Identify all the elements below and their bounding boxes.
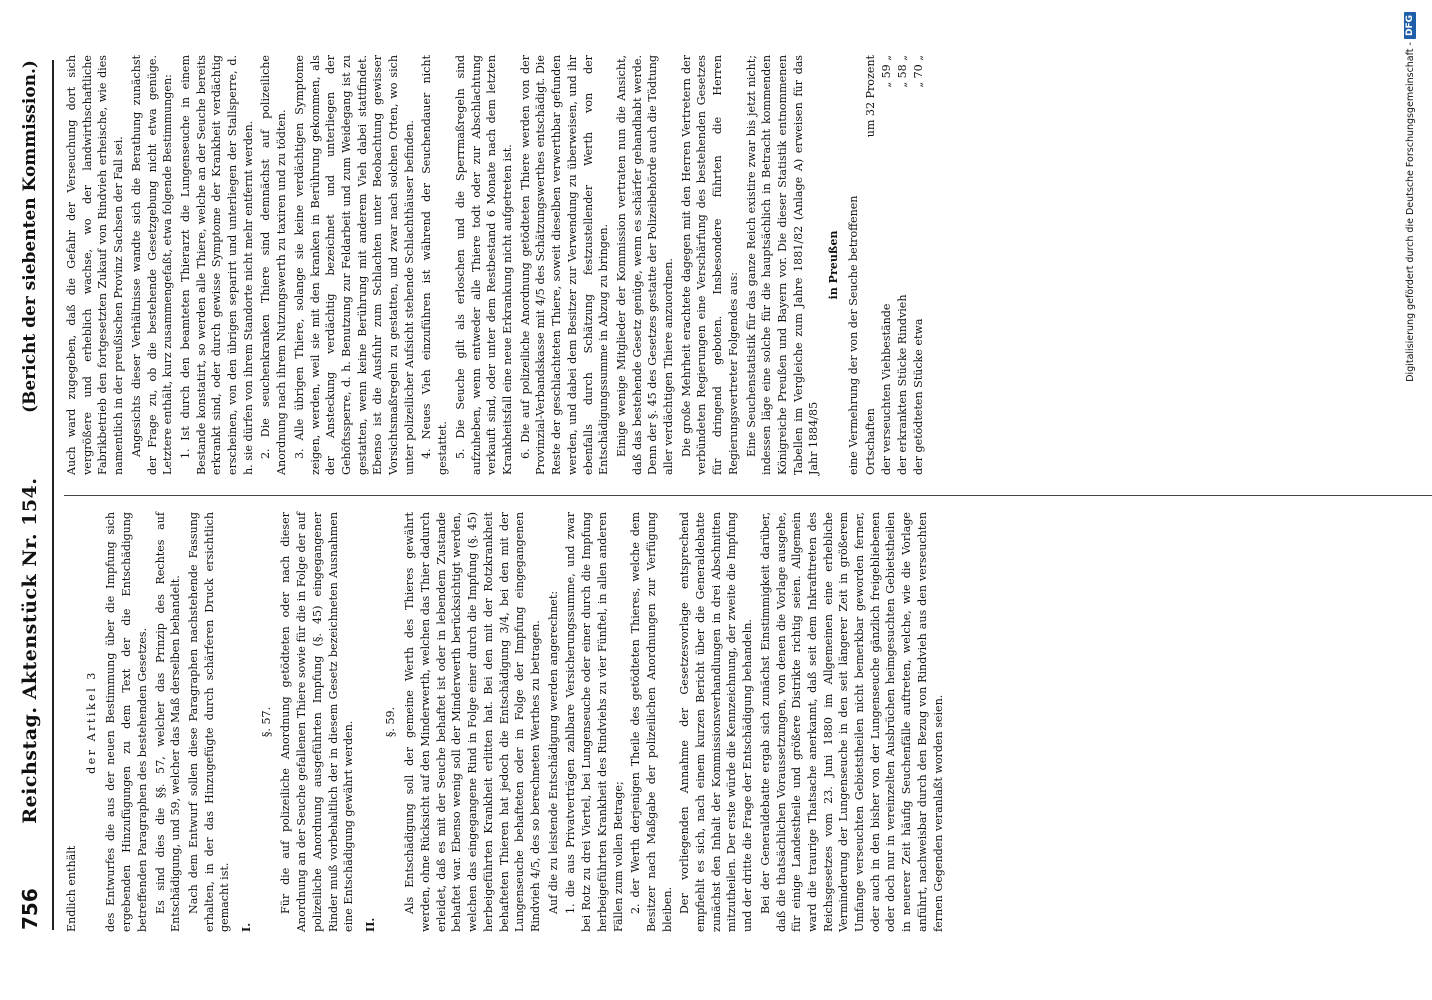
table-cell-value: um 32 Prozent [864, 55, 878, 138]
paragraph: Auf die zu leistende Entschädigung werden angerechnet: [546, 590, 560, 914]
prussia-subheading: eine Vermehrung der von der Seuche betroffenen [846, 195, 860, 475]
table-row [879, 55, 895, 475]
paragraph: des Entwurfes die aus der neuen Bestimmung über die Impfung sich ergebenden Hinzufügungen zu dem Text der die Entschädigung betreffenden Paragraphen des bestehenden Gesetzes. [104, 512, 149, 932]
column-divider [64, 495, 1432, 496]
page-title: Reichstag. Aktenstück Nr. 154. [19, 477, 41, 824]
table-row [863, 55, 879, 475]
table-row [911, 55, 927, 475]
page-header [8, 60, 54, 930]
section-number: II. [363, 917, 377, 932]
list-item: 5. Die Seuche gilt als erloschen und die Sperrmaßregeln sind aufzuheben, wenn entweder alle Thiere todt oder zur Abschlachtung verkauft sind, oder unter dem Restbestand 6 Monate nach dem letzten Krankheitsfall eine neue Erkrankung nicht aufgetreten ist. [453, 55, 514, 475]
list-item: 1. Ist durch den beamteten Thierarzt die Lungenseuche in einem Bestande konstatirt, so werden alle Thiere, welche an der Seuche bereits erkrankt sind, oder durch gewisse Symptome der Krankheit verdächtig erscheinen, von den übrigen separirt und unterliegen der Stallsperre, d. h. sie dürfen von ihrem Standorte nicht mehr entfernt werden. [178, 55, 255, 475]
paragraph: Für die auf polizeiliche Anordnung getödteten oder nach dieser Anordnung an der Seuche gefallenen Thiere sowie für die in Folge der auf polizeiliche Anordnung ausgeführten Impfung (§. 45) eingegangener Rinder muß vorbehaltlich der in diesem Gesetz bezeichneten Ausnahmen eine Entschädigung gewährt werden. [279, 512, 356, 932]
table-cell-value: „ 59 „ [880, 55, 894, 88]
intro-text: Endlich enthält [65, 845, 78, 932]
statistics-table [863, 55, 926, 475]
table-cell-label: der getödteten Stücke etwa [911, 318, 925, 475]
paragraph: Angesichts dieser Verhältnisse wandte sich die Berathung zunächst der Frage zu, ob die bestehende Gesetzgebung nicht etwa genüge. Letztere enthält, kurz zusammengefaßt, etwa folgende Bestimmungen: [129, 55, 175, 475]
list-item: 4. Neues Vieh einzuführen ist während der Seuchendauer nicht gestattet. [420, 55, 450, 475]
list-item: 2. der Werth derjenigen Theile des getödteten Thieres, welche dem Besitzer nach Maßgabe der polizeilichen Anordnungen zur Verfügung bleiben. [629, 512, 674, 932]
paragraph: Die große Mehrheit erachtete dagegen mit den Herren Vertretern der verbündeten Regierungen eine Verschärfung des bestehenden Gesetzes für dringend geboten. Insbesondere führten die Herren Regierungsvertreter Folgendes aus: [679, 55, 740, 475]
section-heading: §. 59. [383, 706, 397, 738]
list-item: 2. Die seuchenkranken Thiere sind demnächst auf polizeiliche Anordnung nach ihrem Nutzungswerth zu taxiren und zu tödten. [259, 55, 289, 475]
paragraph: Bei der Generaldebatte ergab sich zunächst Einstimmigkeit darüber, daß die thatsächlichen Voraussetzungen, von denen die Vorlage ausgehe, für einige Landestheile und größere Distrikte richtig seien. Allgemein ward die traurige Thatsache anerkannt, daß seit dem Inkrafttreten des Reichsgesetzes vom 23. Juni 1880 im Allgemeinen eine erhebliche Verminderung der Lungenseuche in den seit längerer Zeit in größerem Umfange verseuchten Gebietstheilen nicht bemerkbar geworden ferner, oder auch in den bisher von der Lungenseuche gänzlich freigebliebenen oder doch nur in vereinzelten Ausbrüchen heimgesuchten Gebietstheilen in neuerer Zeit häufig Seuchenfälle auftreten, welche, wie die Vorlage anführt, nachweisbar durch den Bezug von Rindvieh aus den verseuchten fernen Gegenden veranlaßt worden seien. [758, 512, 945, 932]
provisions-list [178, 55, 612, 475]
table-cell-label: der erkrankten Stücke Rindvieh [895, 294, 909, 475]
paragraph: Nach dem Entwurf sollen diese Paragraphen nachstehende Fassung erhalten, in der das Hinzugefügte durch schärferen Druck ersichtlich gemacht ist. [186, 512, 232, 932]
prussia-heading: in Preußen [827, 230, 841, 300]
list-item: 3. Alle übrigen Thiere, solange sie keine verdächtigen Symptome zeigen, werden, weil sie mit den kranken in Berührung gekommen, als der Ansteckung verdächtig bezeichnet und unterliegen der Gehöftssperre, d. h. Benutzung zur Feldarbeit und zum Weidegang ist zu gestatten, wenn keine Berührung mit anderem Vieh dabei stattfindet. Ebenso ist die Ausfuhr zum Schlachten unter Beobachtung gewisser Vorsichtsmaßregeln zu gestatten, und zwar nach solchen Orten, wo sich unter polizeilicher Aufsicht stehende Schlachthäuser befinden. [292, 55, 416, 475]
page-number: 756 [18, 888, 42, 930]
paragraph: Eine Seuchenstatistik für das ganze Reich existire zwar bis jetzt nicht; indessen läge eine solche für die hauptsächlich in Betracht kommenden Königreiche Preußen und Bayern vor. Die dieser Statistik entnommenen Tabellen im Vergleiche zum Jahre 1881/82 (Anlage A) erweisen für das Jahr 1884/85 [744, 55, 821, 475]
list-item: 6. Die auf polizeiliche Anordnung getödteten Thiere werden von der Provinzial-Verbandskasse mit 4/5 des Schätzungswerthes entschädigt. Die Reste der geschlachteten Thiere, soweit dieselben verwerthbar gefunden werden, und dabei dem Besitzer zur Verwendung zu überweisen, und ihr ebenfalls durch Schätzung festzustellender Werth von der Entschädigungssumme in Abzug zu bringen. [518, 55, 611, 475]
article-heading: der Artikel 3 [84, 670, 98, 774]
table-row [895, 55, 911, 475]
section-number: I. [240, 922, 254, 932]
paragraph: Einige wenige Mitglieder der Kommission vertraten nun die Ansicht, daß das bestehende Gesetz genüge, wenn es schärfer gehandhabt werde. Denn der §. 45 des Gesetzes gestatte der Polizeibehörde auch die Tödtung aller verdächtigen Thiere anzuordnen. [614, 55, 676, 475]
digitization-note [1398, 0, 1422, 1000]
table-cell-value: „ 70 „ [911, 55, 925, 88]
left-column [64, 512, 1432, 932]
table-cell-label: der verseuchten Viehbestände [880, 303, 894, 475]
digitization-text: Digitalisierung gefördert durch die Deutsche Forschungsgemeinschaft - [1404, 42, 1416, 382]
paragraph: Als Entschädigung soll der gemeine Werth des Thieres gewährt werden, ohne Rücksicht auf den Minderwerth, welchen das Thier dadurch erleidet, daß es mit der Seuche behaftet ist oder in lebendem Zustande behaftet war. Ebenso wenig soll der Minderwerth berücksichtigt werden, welchen das eingegangene Rind in Folge einer durch die Impfung (§. 45) herbeigeführten Krankheit erlitten hat. Bei den mit der Rotzkrankheit behafteten Thieren hat jedoch die Entschädigung 3/4, bei den mit der Lungenseuche behafteten oder in Folge der Impfung eingegangenen Rindvieh 4/5, des so berechneten Werthes zu betragen. [403, 512, 542, 932]
paragraph: Auch ward zugegeben, daß die Gefahr der Verseuchung dort sich vergrößere und erheblich wachse, wo der landwirthschaftliche Fabrikbetrieb den fortgesetzten Zukauf von Rindvieh erheische, wie dies namentlich in der preußischen Provinz Sachsen der Fall sei. [65, 55, 126, 475]
dfg-logo: DFG [1404, 12, 1416, 39]
table-cell-label: Ortschaften [864, 408, 878, 475]
right-column [64, 55, 1432, 475]
paragraph: Der vorliegenden Annahme der Gesetzesvorlage entsprechend empfiehlt es sich, nach einem kurzen Bericht über die Generaldebatte zunächst den Inhalt der Kommissionsverhandlungen in drei Abschnitten mitzutheilen. Der erste würde die Kennzeichnung, der zweite die Impfung und der dritte die Frage der Entschädigung behandeln. [678, 512, 755, 932]
table-cell-value: „ 58 „ [895, 55, 909, 88]
section-heading: §. 57. [259, 706, 273, 738]
paragraph: Es sind dies die §§. 57, welcher das Prinzip des Rechtes auf Entschädigung, und 59, welcher das Maß derselben behandelt. [153, 512, 183, 932]
section-title: (Bericht der siebenten Kommission.) [20, 60, 40, 414]
list-item: 1. die aus Privatverträgen zahlbare Versicherungssumme, und zwar bei Rotz zu drei Viertel, bei Lungenseuche oder einer durch die Impfung herbeigeführten Krankheit des Rindviehs zu vier Fünftel, in allen anderen Fällen zum vollen Betrage; [564, 512, 625, 932]
